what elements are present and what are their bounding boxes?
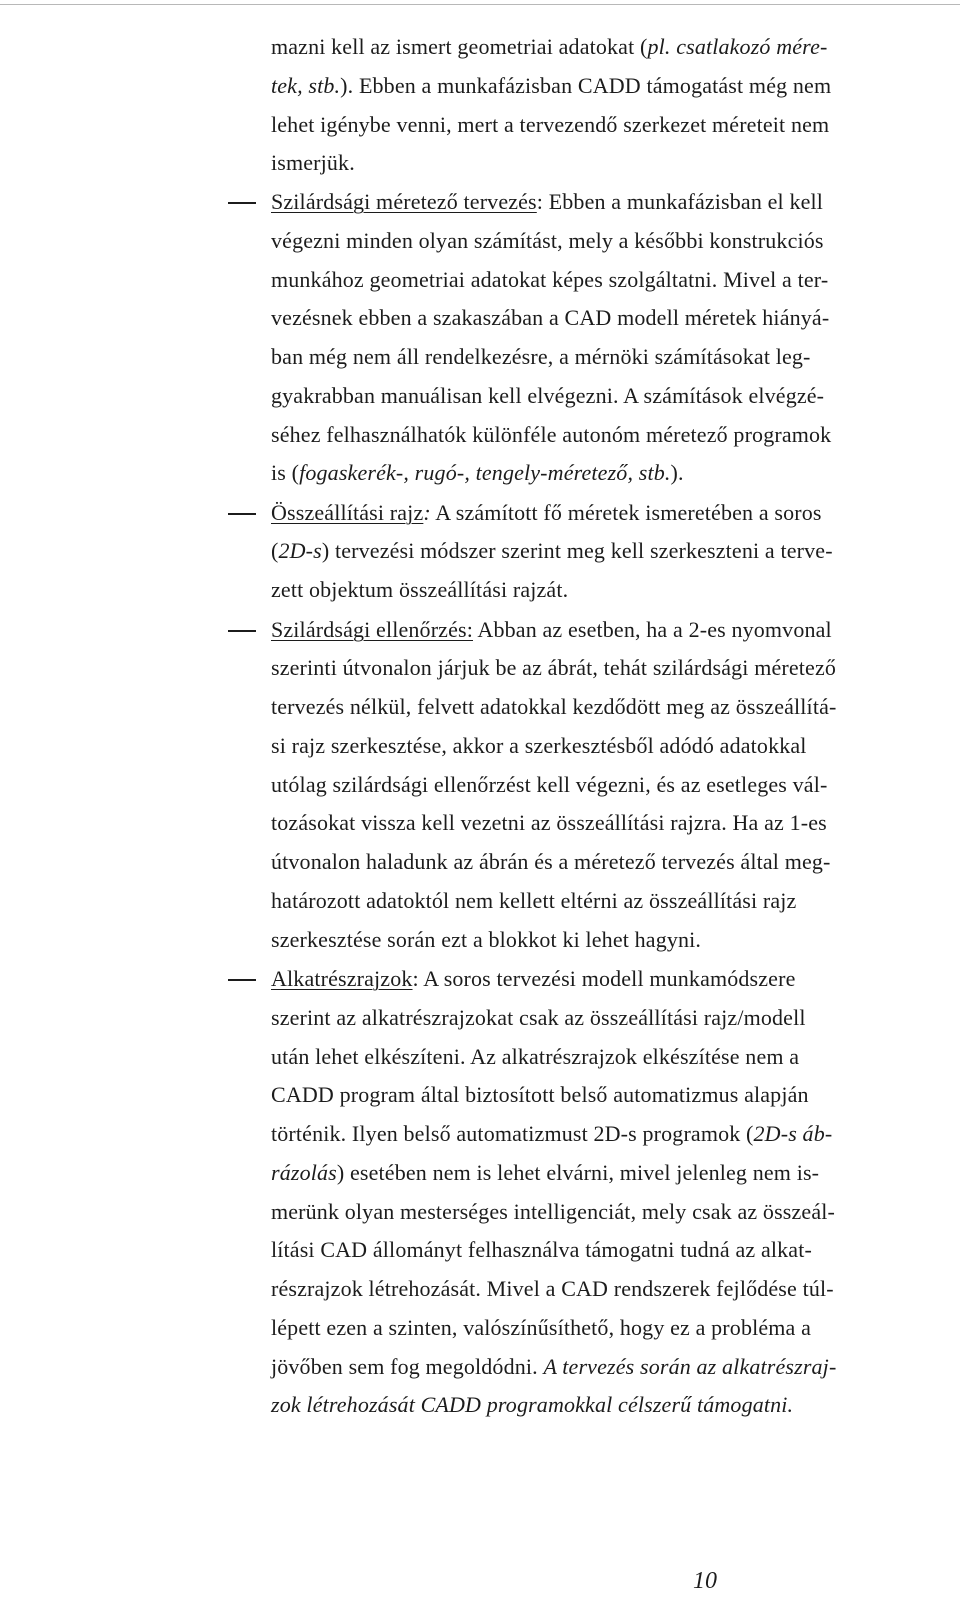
text-line: tervezés nélkül, felvett adatokkal kezdődött meg az összeállítá- bbox=[271, 694, 837, 719]
text-line: vezésnek ebben a szakaszában a CAD modell méretek hiányá- bbox=[271, 305, 830, 330]
text-line: tek, stb.). Ebben a munkafázisban CADD támogatást még nem bbox=[271, 73, 832, 98]
text-line: séhez felhasználhatók különféle autonóm méretező programok bbox=[271, 422, 832, 447]
term-szilardsagi-ellenorzes: Szilárdsági ellenőrzés: bbox=[271, 617, 473, 642]
bullet-dash bbox=[228, 630, 256, 632]
text-line: történik. Ilyen belső automatizmust 2D-s programok (2D-s áb- bbox=[271, 1121, 833, 1146]
term-alkatreszrajzok: Alkatrészrajzok bbox=[271, 966, 413, 991]
text-line: gyakrabban manuálisan kell elvégezni. A számítások elvégzé- bbox=[271, 383, 825, 408]
text-line: (2D-s) tervezési módszer szerint meg kell szerkeszteni a terve- bbox=[271, 538, 833, 563]
text-line: munkához geometriai adatokat képes szolgáltatni. Mivel a ter- bbox=[271, 267, 829, 292]
text-line: szerkesztése során ezt a blokkot ki lehet hagyni. bbox=[271, 927, 702, 952]
list-item-heading-line: Szilárdsági ellenőrzés: Abban az esetben, ha a 2-es nyomvonal bbox=[271, 617, 832, 642]
list-item-heading-line: Alkatrészrajzok: A soros tervezési modell munkamódszere bbox=[271, 966, 796, 991]
list-item-heading-line: Összeállítási rajz: A számított fő méretek ismeretében a soros bbox=[271, 500, 822, 525]
bullet-dash bbox=[228, 202, 256, 204]
text-line: részrajzok létrehozását. Mivel a CAD rendszerek fejlődése túl- bbox=[271, 1276, 834, 1301]
text-line: lítási CAD állományt felhasználva támogatni tudná az alkat- bbox=[271, 1237, 812, 1262]
term-osszeallitasi-rajz: Összeállítási rajz bbox=[271, 500, 424, 525]
text-line: zok létrehozását CADD programokkal célszerű támogatni. bbox=[271, 1392, 794, 1417]
text-line: határozott adatoktól nem kellett eltérni az összeállítási rajz bbox=[271, 888, 797, 913]
list-item-heading-line: Szilárdsági méretező tervezés: Ebben a munkafázisban el kell bbox=[271, 189, 824, 214]
text-line: utólag szilárdsági ellenőrzést kell végezni, és az esetleges vál- bbox=[271, 772, 828, 797]
header-rule bbox=[0, 4, 960, 5]
text-line: végezni minden olyan számítást, mely a későbbi konstrukciós bbox=[271, 228, 824, 253]
bullet-dash bbox=[228, 513, 256, 515]
text-line: ban még nem áll rendelkezésre, a mérnöki számításokat leg- bbox=[271, 344, 811, 369]
text-line: útvonalon haladunk az ábrán és a méretező tervezés által meg- bbox=[271, 849, 831, 874]
bullet-dash bbox=[228, 979, 256, 981]
text-line: tozásokat vissza kell vezetni az összeállítási rajzra. Ha az 1-es bbox=[271, 810, 827, 835]
text-line: lépett ezen a szinten, valószínűsíthető, hogy ez a probléma a bbox=[271, 1315, 812, 1340]
text-line: ismerjük. bbox=[271, 150, 355, 175]
text-line: zett objektum összeállítási rajzát. bbox=[271, 577, 569, 602]
term-szilardsagi-meretezo-tervezes: Szilárdsági méretező tervezés bbox=[271, 189, 537, 214]
text-line: si rajz szerkesztése, akkor a szerkesztésből adódó adatokkal bbox=[271, 733, 807, 758]
text-line: után lehet elkészíteni. Az alkatrészrajzok elkészítése nem a bbox=[271, 1044, 800, 1069]
page-number: 10 bbox=[693, 1568, 717, 1594]
text-line: rázolás) esetében nem is lehet elvárni, mivel jelenleg nem is- bbox=[271, 1160, 820, 1185]
text-line: lehet igénybe venni, mert a tervezendő szerkezet méreteit nem bbox=[271, 112, 830, 137]
text-line: merünk olyan mesterséges intelligenciát, mely csak az összeál- bbox=[271, 1199, 835, 1224]
text-line: mazni kell az ismert geometriai adatokat (pl. csatlakozó mére- bbox=[271, 34, 828, 59]
text-line: jövőben sem fog megoldódni. A tervezés során az alkatrészraj- bbox=[271, 1354, 837, 1379]
text-line: CADD program által biztosított belső automatizmus alapján bbox=[271, 1082, 809, 1107]
text-line: is (fogaskerék-, rugó-, tengely-méretező, stb.). bbox=[271, 460, 684, 485]
text-line: szerinti útvonalon járjuk be az ábrát, tehát szilárdsági méretező bbox=[271, 655, 837, 680]
text-line: szerint az alkatrészrajzokat csak az összeállítási rajz/modell bbox=[271, 1005, 806, 1030]
